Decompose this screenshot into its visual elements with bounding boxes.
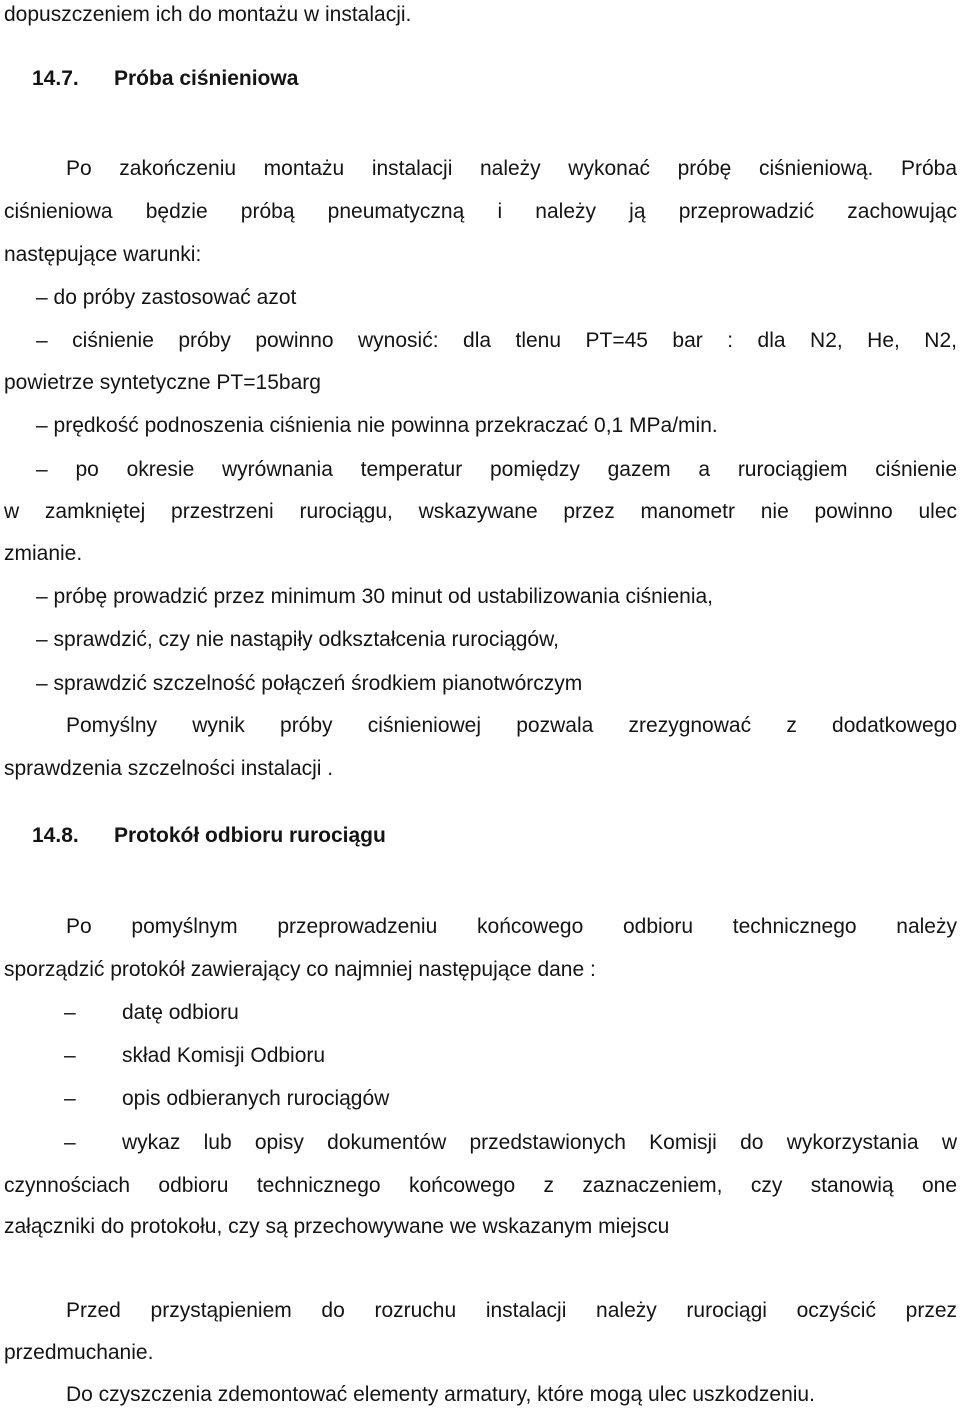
text-line: następujące warunki: [4,243,202,266]
section-title: Protokół odbioru rurociągu [114,824,386,847]
dash-bullet: – [36,672,48,695]
list-item-text: próbę prowadzić przez minimum 30 minut od ustabilizowania ciśnienia, [53,585,714,608]
text-line: sporządzić protokół zawierający co najmniej następujące dane : [4,958,596,981]
list-item-text: datę odbioru [122,1001,239,1024]
list-item [36,455,957,485]
text-line: ciśnieniowa będzie próbą pneumatyczną i należy ją przeprowadzić zachowując [4,200,957,223]
list-item [36,283,960,313]
list-item-text: sprawdzić, czy nie nastąpiły odkształcenia rurociągów, [53,628,559,651]
text-line: Po pomyślnym przeprowadzeniu końcowego odbioru technicznego należy [66,915,957,938]
dash-bullet: – [64,1131,76,1154]
dash-bullet: – [36,329,48,352]
dash-bullet: – [64,1087,76,1110]
text-line: Pomyślny wynik próby ciśnieniowej pozwala zrezygnować z dodatkowego [66,714,957,737]
list-item [36,625,960,655]
list-item-text: po okresie wyrównania temperatur pomiędzy gazem a rurociągiem ciśnienie [75,458,957,481]
text-line: dopuszczeniem ich do montażu w instalacji. [4,3,412,26]
list-item-text: sprawdzić szczelność połączeń środkiem pianotwórczym [53,672,583,695]
dash-bullet: – [36,414,48,437]
text-line: Po zakończeniu montażu instalacji należy wykonać próbę ciśnieniową. Próba [66,157,957,180]
list-item [36,326,957,356]
list-item-text: skład Komisji Odbioru [122,1044,326,1067]
list-item-text: do próby zastosować azot [53,286,297,309]
dash-bullet: – [36,286,48,309]
dash-bullet: – [64,1044,76,1067]
text-line: zmianie. [4,542,83,565]
text-line: sprawdzenia szczelności instalacji . [4,757,334,780]
text-line: czynnościach odbioru technicznego końcowego z zaznaczeniem, czy stanowią one [4,1174,957,1197]
dash-bullet: – [36,628,48,651]
text-line: powietrze syntetyczne PT=15barg [4,371,321,394]
text-line: przedmuchanie. [4,1341,154,1364]
dash-bullet: – [36,458,48,481]
list-item-text: wykaz lub opisy dokumentów przedstawionych Komisji do wykorzystania w [122,1131,957,1154]
text-line: w zamkniętej przestrzeni rurociągu, wskazywane przez manometr nie powinno ulec [4,500,957,523]
list-item-text: ciśnienie próby powinno wynosić: dla tlenu PT=45 bar : dla N2, He, N2, [72,329,957,352]
list-item [36,669,960,699]
text-line: Do czyszczenia zdemontować elementy armatury, które mogą ulec uszkodzeniu. [66,1383,815,1406]
list-item [36,582,960,612]
list-item [36,411,960,441]
dash-bullet: – [64,1001,76,1024]
text-line: załączniki do protokołu, czy są przechowywane we wskazanym miejscu [4,1215,670,1238]
list-item-text: prędkość podnoszenia ciśnienia nie powinna przekraczać 0,1 MPa/min. [53,414,718,437]
text-line: Przed przystąpieniem do rozruchu instalacji należy rurociągi oczyścić przez [66,1299,957,1322]
section-number: 14.7. [32,67,79,90]
list-item-text: opis odbieranych rurociągów [122,1087,390,1110]
section-title: Próba ciśnieniowa [114,67,299,90]
section-number: 14.8. [32,824,79,847]
dash-bullet: – [36,585,48,608]
